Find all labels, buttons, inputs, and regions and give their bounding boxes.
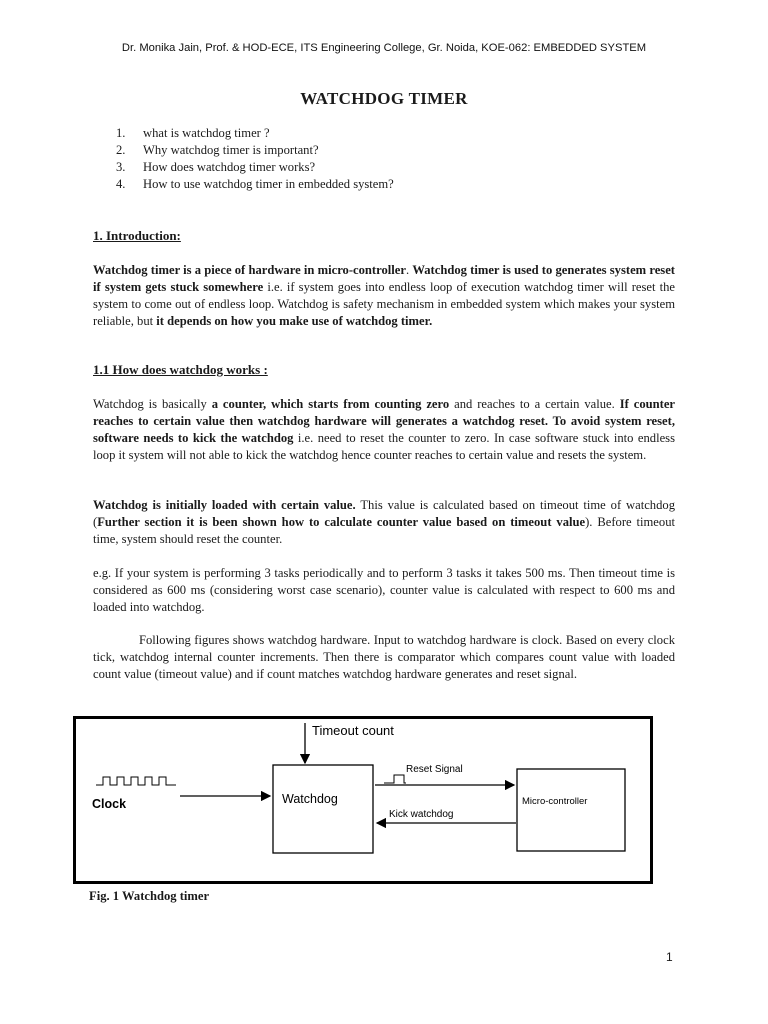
figure-caption: Fig. 1 Watchdog timer: [89, 889, 210, 903]
watchdog-label: Watchdog: [282, 792, 338, 806]
bold-text-run: Watchdog timer is a piece of hardware in micro-controller: [93, 263, 406, 277]
introduction-paragraph: [93, 262, 675, 330]
clock-label: Clock: [92, 797, 127, 811]
text-run: ). Before timeout time, system should reset the counter.: [93, 515, 675, 546]
reset-pulse-icon: [384, 775, 406, 783]
toc-text: Why watchdog timer is important?: [143, 143, 319, 157]
bold-text-run: Watchdog is initially loaded with certain value.: [93, 498, 356, 512]
text-run: Watchdog is basically: [93, 397, 212, 411]
table-of-contents: [116, 125, 394, 193]
clock-waveform-icon: [96, 777, 176, 785]
text-run: i.e. if system goes into endless loop of execution watchdog timer will reset the system to come out of endless loop. Watchdog is safety mechanism in embedded system which makes your system reliable, but: [93, 280, 675, 328]
text-run: Following figures shows watchdog hardware. Input to watchdog hardware is clock. Based on every clock tick, watchdog internal counter increments. Then there is comparator which compares count value with loaded count value (timeout value) and if count matches watchdog hardware generates and reset signal.: [93, 633, 675, 681]
watchdog-block: [273, 765, 373, 853]
counter-paragraph: [93, 396, 675, 464]
bold-text-run: Watchdog timer is used to generates system reset if system gets stuck somewhere: [93, 263, 675, 294]
toc-number: 1.: [116, 126, 126, 140]
bold-text-run: it depends on how you make use of watchdog timer.: [156, 314, 433, 328]
text-run: i.e. need to reset the counter to zero. In case software stuck into endless loop it system will not able to kick the watchdog hence counter reaches to certain value and resets the system.: [93, 431, 675, 462]
bold-text-run: If counter reaches to certain value then watchdog hardware will generates a watchdog reset. To avoid system reset, software needs to kick the watchdog: [93, 397, 675, 445]
how-it-works-heading: 1.1 How does watchdog works :: [93, 362, 268, 377]
bold-text-run: a counter, which starts from counting zero: [211, 397, 450, 411]
page-header: Dr. Monika Jain, Prof. & HOD-ECE, ITS Engineering College, Gr. Noida, KOE-062: EMBEDDED SYSTEM: [121, 42, 647, 54]
toc-number: 4.: [116, 177, 126, 191]
toc-item: [116, 159, 394, 176]
microcontroller-block: [517, 769, 625, 851]
toc-text: How to use watchdog timer in embedded system?: [143, 177, 394, 191]
hardware-paragraph: [93, 632, 675, 683]
reset-signal-label: Reset Signal: [406, 764, 463, 775]
page-title: WATCHDOG TIMER: [300, 89, 468, 108]
example-paragraph: [93, 565, 675, 616]
toc-item: [116, 125, 394, 142]
microcontroller-label: Micro-controller: [522, 796, 588, 807]
kick-watchdog-label: Kick watchdog: [389, 809, 454, 820]
toc-text: How does watchdog timer works?: [143, 160, 316, 174]
timeout-count-label: Timeout count: [312, 723, 394, 738]
text-run: and reaches to a certain value.: [449, 397, 620, 411]
text-run: This value is calculated based on timeout time of watchdog (: [93, 498, 675, 529]
text-run: e.g. If your system is performing 3 tasks periodically and to perform 3 tasks it takes 500 ms. Then timeout time is considered as 600 ms (considering worst case scenario), counter value is calculated with respect to 600 ms and loaded into watchdog.: [93, 566, 675, 614]
toc-item: [116, 142, 394, 159]
diagram-canvas: [76, 719, 650, 881]
watchdog-diagram: [73, 716, 653, 884]
toc-item: [116, 176, 394, 193]
initial-value-paragraph: [93, 497, 675, 548]
toc-number: 3.: [116, 160, 126, 174]
toc-number: 2.: [116, 143, 126, 157]
text-run: .: [405, 263, 413, 277]
bold-text-run: Further section it is been shown how to calculate counter value based on timeout value: [97, 515, 586, 529]
introduction-heading: 1. Introduction:: [93, 228, 181, 243]
toc-text: what is watchdog timer ?: [143, 126, 270, 140]
page-number: 1: [666, 950, 673, 964]
